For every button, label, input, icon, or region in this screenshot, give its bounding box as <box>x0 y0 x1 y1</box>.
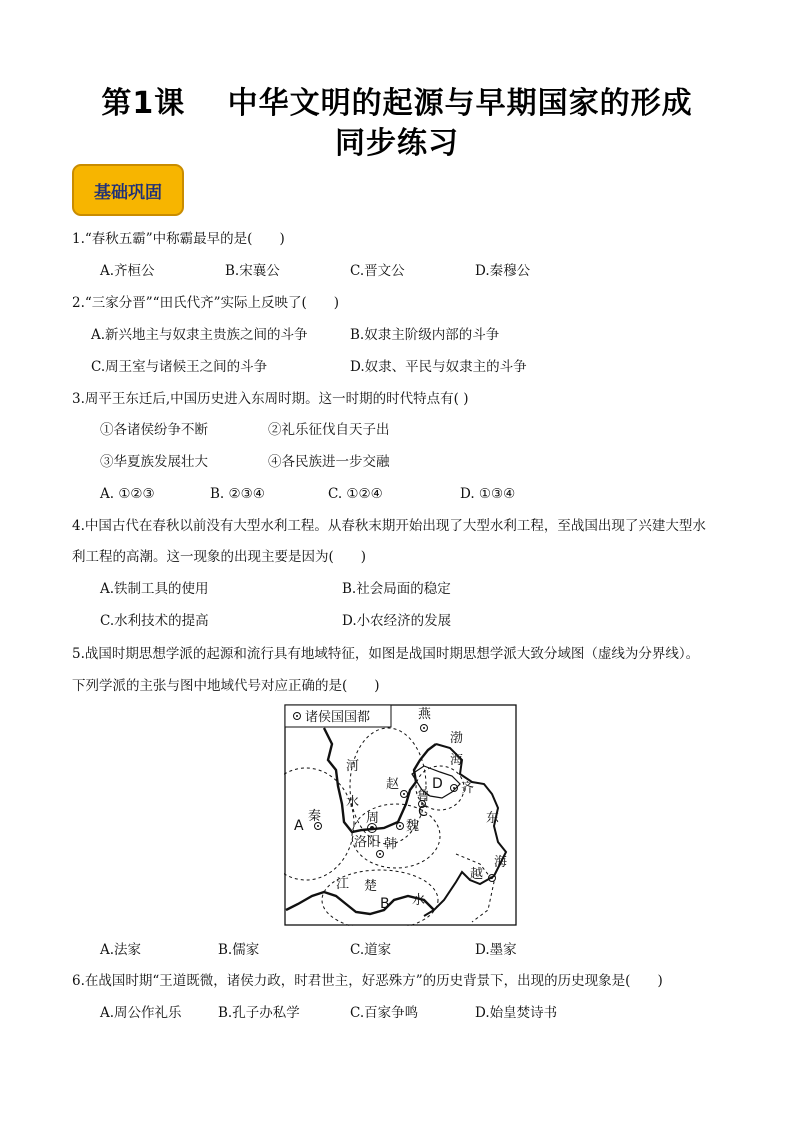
map-state-han: 韩 <box>384 837 398 852</box>
q6-option-c: C.百家争鸣 <box>350 1005 419 1021</box>
q3-item-1: ①各诸侯纷争不断 <box>100 422 208 438</box>
map-state-chu: 楚 <box>364 879 378 894</box>
question-4-stem-line1: 4.中国古代在春秋以前没有大型水利工程。从春秋末期开始出现了大型水利工程，至战国出现了兴建大型水 <box>72 518 706 534</box>
map-water-hai-1: 海 <box>450 753 464 768</box>
map-state-lu: 鲁 <box>417 789 431 804</box>
map-water-jiang: 江 <box>336 877 350 892</box>
page-title: 第1课 中华文明的起源与早期国家的形成 <box>101 86 693 121</box>
q1-option-c: C.晋文公 <box>350 263 405 279</box>
question-5-stem-line1: 5.战国时期思想学派的起源和流行具有地域特征，如图是战国时期思想学派大致分域图（虚线为分界线）。 <box>72 646 700 662</box>
question-5-stem-line2: 下列学派的主张与图中地域代号对应正确的是( ) <box>72 678 380 694</box>
q1-option-b: B.宋襄公 <box>225 263 280 279</box>
question-4-stem-line2: 利工程的高潮。这一现象的出现主要是因为( ) <box>72 549 367 565</box>
question-6-stem: 6.在战国时期“王道既微，诸侯力政，时君世主，好恶殊方”的历史背景下，出现的历史现象是( ) <box>72 973 663 989</box>
q3-item-3: ③华夏族发展壮大 <box>100 454 208 470</box>
q2-option-d: D.奴隶、平民与奴隶主的斗争 <box>350 359 527 375</box>
q2-option-a: A.新兴地主与奴隶主贵族之间的斗争 <box>91 327 308 343</box>
map-place-luoyang: 洛阳 <box>354 835 381 850</box>
q3-option-c: C. ①②④ <box>328 486 383 502</box>
map-water-shui-2: 水 <box>412 893 426 908</box>
q5-option-c: C.道家 <box>350 942 392 958</box>
map-state-qin: 秦 <box>308 809 322 824</box>
q1-option-a: A.齐桓公 <box>100 263 155 279</box>
question-1-stem: 1.“春秋五霸”中称霸最早的是( ) <box>72 231 285 247</box>
legend-label: 诸侯国国都 <box>305 710 371 725</box>
map-water-he: 河 <box>346 759 360 774</box>
map-state-yue: 越 <box>470 867 484 882</box>
map-code-a: A <box>294 818 304 834</box>
q4-option-b: B.社会局面的稳定 <box>342 581 451 597</box>
question-3-stem: 3.周平王东迁后,中国历史进入东周时期。这一时期的时代特点有( ) <box>72 391 469 407</box>
map-water-hai-2: 海 <box>494 855 508 870</box>
map-water-bo: 渤 <box>450 731 464 746</box>
q6-option-d: D.始皇焚诗书 <box>475 1005 558 1021</box>
map-code-d: D <box>432 776 443 792</box>
q5-option-b: B.儒家 <box>218 942 260 958</box>
map-state-zhao: 赵 <box>386 777 400 792</box>
map-code-b: B <box>380 896 390 912</box>
q2-option-b: B.奴隶主阶级内部的斗争 <box>350 327 500 343</box>
q5-option-d: D.墨家 <box>475 942 517 958</box>
page-subtitle: 同步练习 <box>335 126 459 161</box>
map-state-wei: 魏 <box>406 819 420 834</box>
q5-option-a: A.法家 <box>100 942 142 958</box>
q4-option-d: D.小农经济的发展 <box>342 613 452 629</box>
q3-option-a: A. ①②③ <box>100 486 155 502</box>
q4-option-a: A.铁制工具的使用 <box>100 581 209 597</box>
section-label: 基础巩固 <box>94 182 162 203</box>
map-state-yan: 燕 <box>418 707 432 722</box>
q6-option-b: B.孔子办私学 <box>218 1005 300 1021</box>
map-water-shui-1: 水 <box>346 795 360 810</box>
q4-option-c: C.水利技术的提高 <box>100 613 209 629</box>
q1-option-d: D.秦穆公 <box>475 263 531 279</box>
map-code-c: C <box>418 804 428 820</box>
q3-option-d: D. ①③④ <box>460 486 516 502</box>
q3-option-b: B. ②③④ <box>210 486 265 502</box>
section-badge <box>72 164 184 216</box>
warring-states-map <box>284 704 517 926</box>
q3-item-2: ②礼乐征伐自天子出 <box>268 422 390 438</box>
map-state-zhou: 周 <box>366 811 380 826</box>
question-2-stem: 2.“三家分晋”“田氏代齐”实际上反映了( ) <box>72 295 340 311</box>
q6-option-a: A.周公作礼乐 <box>100 1005 182 1021</box>
q2-option-c: C.周王室与诸候王之间的斗争 <box>91 359 268 375</box>
map-water-dong: 东 <box>486 811 500 826</box>
q3-item-4: ④各民族进一步交融 <box>268 454 390 470</box>
map-state-qi: 齐 <box>461 781 475 796</box>
